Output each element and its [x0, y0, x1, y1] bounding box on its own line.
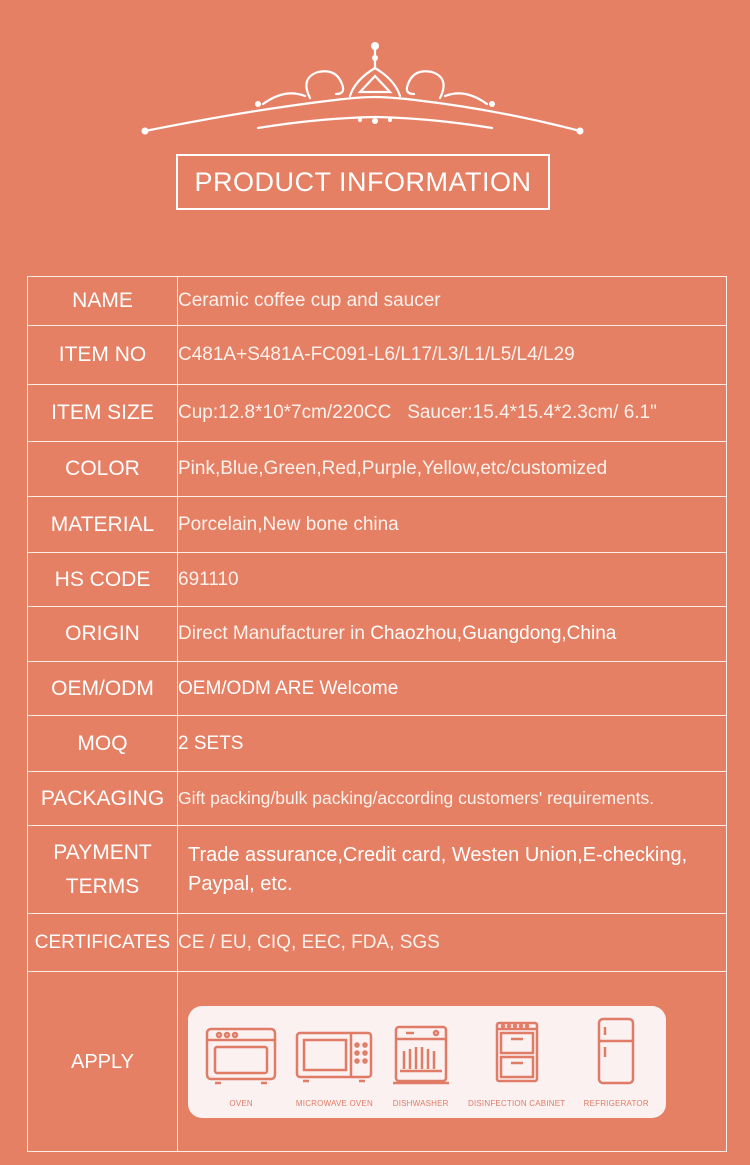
refrigerator-label: REFRIGERATOR	[583, 1098, 649, 1108]
label-name: NAME	[28, 277, 178, 326]
appliance-microwave-oven	[295, 1031, 373, 1108]
label-material: MATERIAL	[28, 497, 178, 553]
value-origin	[178, 607, 727, 662]
label-oem-odm: OEM/ODM	[28, 662, 178, 716]
appliance-dishwasher	[392, 1025, 450, 1108]
spec-row-material	[28, 497, 727, 553]
oven-icon	[205, 1027, 277, 1085]
label-item-no: ITEM NO	[28, 326, 178, 385]
origin-prefix: Direct Manufacturer in	[178, 623, 371, 644]
label-moq: MOQ	[28, 716, 178, 772]
spec-row-item-size	[28, 385, 727, 442]
label-origin: ORIGIN	[28, 607, 178, 662]
spec-row-color	[28, 442, 727, 497]
value-name: Ceramic coffee cup and saucer	[178, 277, 727, 326]
value-moq: 2 SETS	[178, 716, 727, 772]
label-item-size: ITEM SIZE	[28, 385, 178, 442]
appliance-disinfection-cabinet	[468, 1019, 565, 1108]
refrigerator-icon	[596, 1017, 636, 1085]
appliance-refrigerator	[584, 1017, 649, 1108]
microwave-oven-label: MICROWAVE OVEN	[295, 1098, 373, 1108]
label-apply: APPLY	[28, 972, 178, 1152]
appliance-card	[188, 1006, 666, 1118]
disinfection-cabinet-label: DISINFECTION CABINET	[467, 1098, 566, 1108]
appliance-oven	[205, 1027, 277, 1108]
payment-line2: Paypal, etc.	[188, 872, 293, 895]
disinfection-cabinet-icon	[493, 1019, 541, 1085]
label-certificates: CERTIFICATES	[28, 914, 178, 972]
spec-row-certificates	[28, 914, 727, 972]
spec-row-payment-terms	[28, 826, 727, 914]
oven-label: OVEN	[229, 1098, 253, 1108]
crown-ornament	[0, 0, 750, 150]
value-item-size: Cup:12.8*10*7cm/220CC Saucer:15.4*15.4*2.3cm/ 6.1"	[178, 385, 727, 442]
label-payment-line1: PAYMENT	[53, 840, 152, 864]
spec-row-name	[28, 277, 727, 326]
label-payment-line2: TERMS	[65, 874, 140, 898]
value-packaging: Gift packing/bulk packing/according customers' requirements.	[178, 772, 727, 826]
value-certificates: CE / EU, CIQ, EEC, FDA, SGS	[178, 914, 727, 972]
microwave-oven-icon	[295, 1031, 373, 1085]
product-spec-table	[27, 276, 727, 1152]
dishwasher-icon	[392, 1025, 450, 1085]
dishwasher-label: DISHWASHER	[392, 1098, 449, 1108]
value-hs-code: 691110	[178, 553, 727, 607]
value-payment-terms	[178, 826, 727, 914]
value-oem-odm: OEM/ODM ARE Welcome	[178, 662, 727, 716]
origin-location: Chaozhou,Guangdong,China	[370, 623, 617, 644]
label-color: COLOR	[28, 442, 178, 497]
spec-row-packaging	[28, 772, 727, 826]
value-material: Porcelain,New bone china	[178, 497, 727, 553]
value-item-no: C481A+S481A-FC091-L6/L17/L3/L1/L5/L4/L29	[178, 326, 727, 385]
spec-row-oem-odm	[28, 662, 727, 716]
value-apply	[178, 972, 727, 1152]
label-packaging: PACKAGING	[28, 772, 178, 826]
value-color: Pink,Blue,Green,Red,Purple,Yellow,etc/customized	[178, 442, 727, 497]
spec-row-moq	[28, 716, 727, 772]
spec-row-apply	[28, 972, 727, 1152]
spec-row-item-no	[28, 326, 727, 385]
spec-row-origin	[28, 607, 727, 662]
payment-line1: Trade assurance,Credit card, Westen Union,E-checking,	[188, 843, 688, 866]
spec-row-hs-code	[28, 553, 727, 607]
label-hs-code: HS CODE	[28, 553, 178, 607]
label-payment-terms	[28, 826, 178, 914]
page-title: PRODUCT INFORMATION	[176, 154, 550, 210]
